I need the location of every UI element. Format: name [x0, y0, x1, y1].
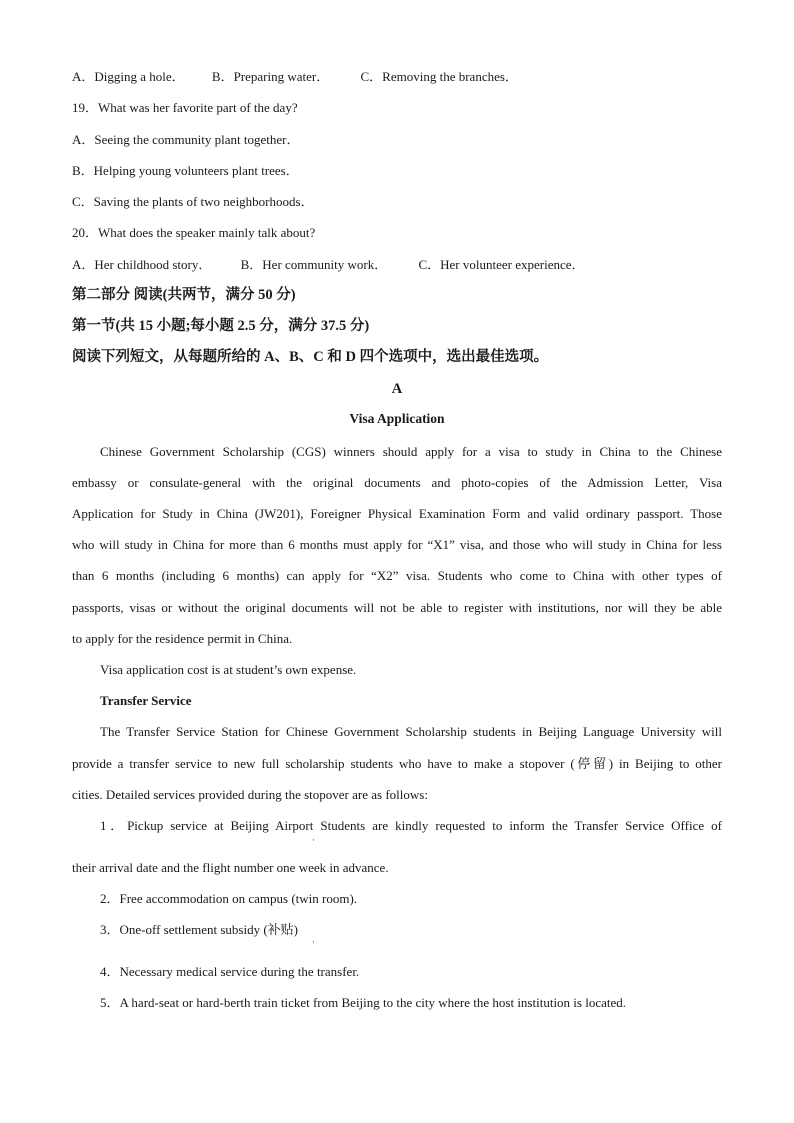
para3-line — [72, 756, 722, 772]
para3-line — [100, 724, 722, 740]
q19-option-a: A．Seeing the community plant together． — [72, 132, 300, 147]
para2: Visa application cost is at student’s own expense. — [100, 662, 357, 677]
para1-text: Chinese Government Scholarship (CGS) winners should apply for a visa to study in China to the Chinese — [100, 444, 722, 459]
q20-option-c: C．Her volunteer experience． — [418, 257, 585, 272]
q18-option-b: B．Preparing water． — [211, 69, 330, 84]
q18-option-c: C．Removing the branches． — [360, 69, 518, 84]
q20-option-b: B．Her community work． — [240, 257, 388, 272]
q20-options — [72, 257, 585, 273]
punctuation-mark: · — [312, 835, 315, 845]
para3-last-line: cities. Detailed services provided during the stopover are as follows: — [72, 787, 428, 802]
punctuation-mark: · — [312, 937, 315, 947]
service-item-1-cont: their arrival date and the flight number one week in advance. — [72, 860, 389, 875]
service-item-2: 2．Free accommodation on campus (twin room). — [100, 891, 358, 906]
para3-text: The Transfer Service Station for Chinese Government Scholarship students in Beijing Language University will — [100, 724, 722, 739]
para1-line — [72, 506, 722, 522]
service-item-1-text: 1．Pickup service at Beijing Airport Students are kindly requested to inform the Transfer Service Office of — [100, 818, 722, 833]
section-instruction: 阅读下列短文，从每题所给的 A、B、C 和 D 四个选项中，选出最佳选项。 — [72, 349, 549, 365]
para1-line — [72, 475, 722, 491]
para1-text: embassy or consulate-general with the original documents and photo-copies of the Admission Letter, Visa — [72, 475, 722, 490]
service-item-5: 5．A hard-seat or hard-berth train ticket from Beijing to the city where the host institution is located. — [100, 995, 627, 1010]
para3-text: provide a transfer service to new full scholarship students who have to make a stopover (停留) in Beijing to other — [72, 756, 722, 771]
para1-line — [72, 568, 722, 584]
para1-line — [100, 444, 722, 460]
para1-last-line: to apply for the residence permit in China. — [72, 631, 293, 646]
transfer-heading: Transfer Service — [100, 693, 192, 708]
q19-option-b: B．Helping young volunteers plant trees． — [72, 163, 299, 178]
part-title: 第二部分 阅读(共两节，满分 50 分) — [72, 287, 296, 303]
service-item-3: 3．One-off settlement subsidy (补贴) — [100, 922, 298, 937]
service-item-1 — [100, 818, 722, 834]
para1-text: than 6 months (including 6 months) can apply for “X2” visa. Students who come to China with other types of — [72, 568, 722, 583]
section-subtitle: 第一节(共 15 小题;每小题 2.5 分，满分 37.5 分) — [72, 318, 370, 334]
para1-text: passports, visas or without the original documents will not be able to register with institutions, nor will they be able — [72, 600, 722, 615]
para1-text: who will study in China for more than 6 months must apply for “X1” visa, and those who will study in China for less — [72, 537, 722, 552]
q20-option-a: A．Her childhood story． — [72, 257, 212, 272]
q18-option-a: A．Digging a hole． — [72, 69, 185, 84]
q19-question: 19．What was her favorite part of the day? — [72, 100, 298, 115]
q20-question: 20．What does the speaker mainly talk about? — [72, 225, 316, 240]
para1-line — [72, 600, 722, 616]
para1-text: Application for Study in China (JW201), Foreigner Physical Examination Form and valid ordinary passport. Those — [72, 506, 722, 521]
passage-letter: A — [391, 381, 403, 397]
passage-title: Visa Application — [349, 411, 445, 426]
q18-options — [72, 69, 518, 85]
para1-line — [72, 537, 722, 553]
service-item-4: 4．Necessary medical service during the transfer. — [100, 964, 360, 979]
q19-option-c: C．Saving the plants of two neighborhoods． — [72, 194, 314, 209]
